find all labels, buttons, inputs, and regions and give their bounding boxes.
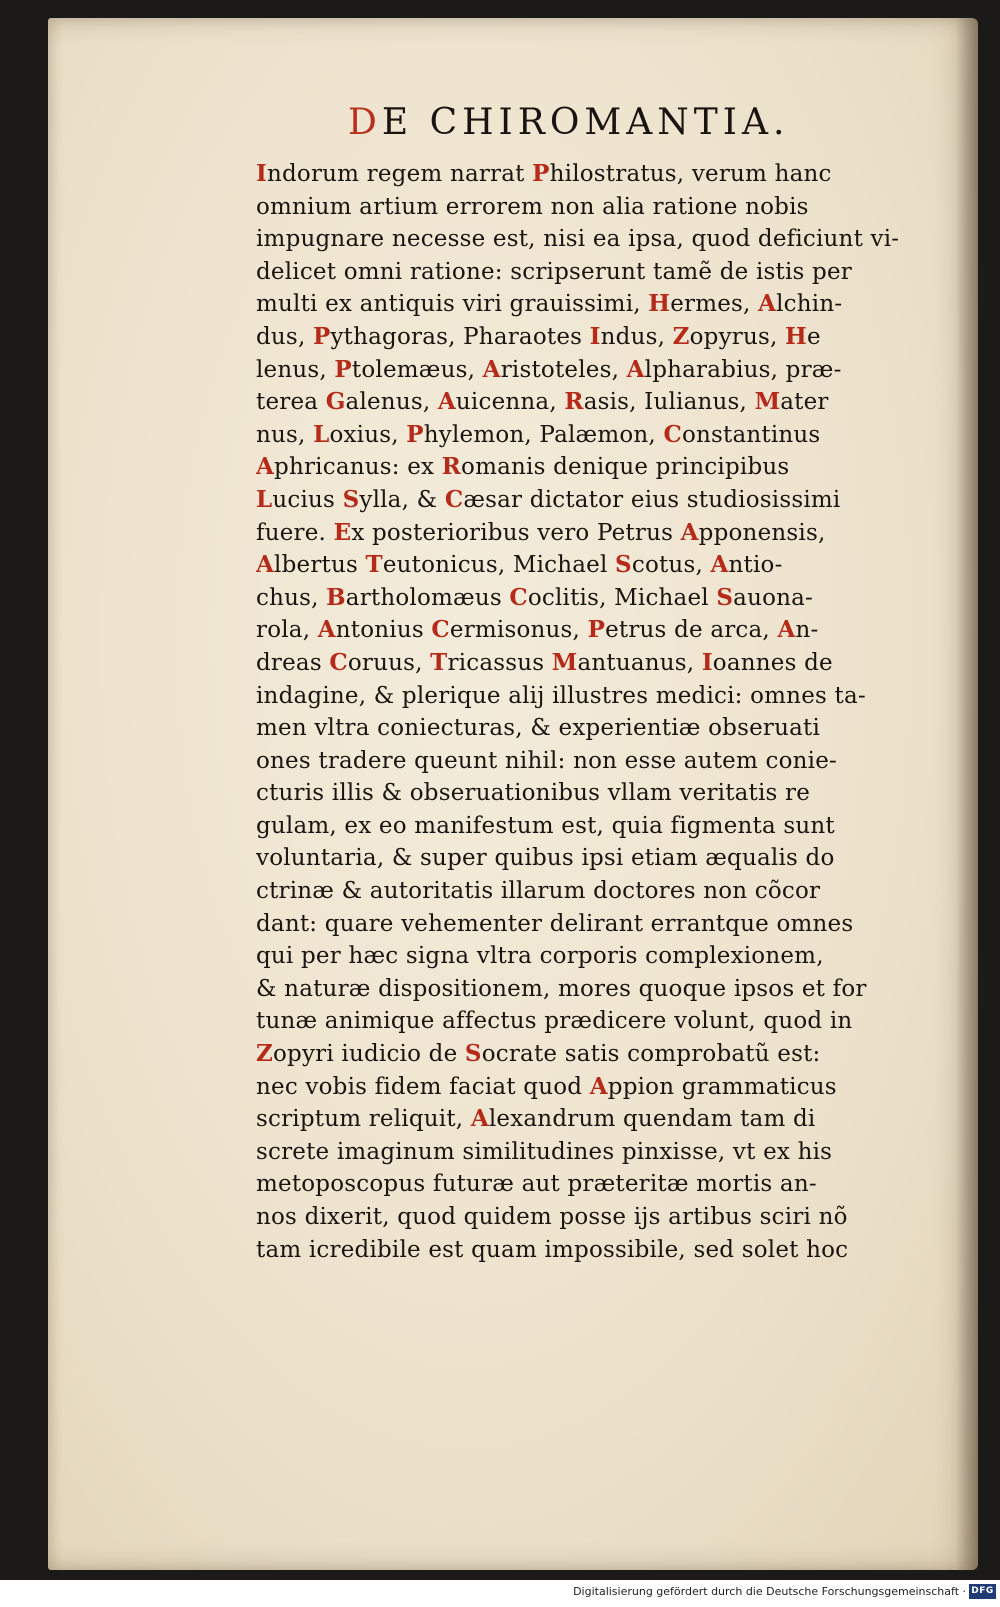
- text-segment: indagine, & plerique alij illustres medici: omnes ta-: [256, 682, 866, 709]
- text-line: [256, 875, 926, 908]
- rubricated-initial: A: [758, 290, 777, 318]
- text-line: [256, 582, 926, 615]
- text-line: [256, 908, 926, 941]
- text-segment: cturis illis & obseruationibus vllam veritatis re: [256, 780, 811, 807]
- text-line: [256, 321, 926, 354]
- text-segment: ricassus: [447, 649, 552, 676]
- rubricated-initial: R: [564, 388, 584, 416]
- text-segment: ocrate satis comprobatũ est:: [481, 1041, 821, 1068]
- text-segment: omanis denique principibus: [461, 454, 790, 481]
- text-segment: ctrinæ & autoritatis illarum doctores non cõcor: [256, 878, 821, 905]
- text-segment: ermes,: [670, 291, 759, 318]
- text-segment: eutonicus, Michael: [382, 552, 616, 579]
- text-line: [256, 517, 926, 550]
- text-segment: opyrus,: [689, 323, 786, 350]
- text-segment: antuanus,: [577, 649, 702, 676]
- footer-bar: [0, 1580, 1000, 1607]
- rubricated-initial: A: [256, 551, 275, 579]
- rubricated-initial: C: [431, 616, 450, 644]
- rubricated-initial: A: [589, 1072, 608, 1100]
- text-segment: rola,: [256, 617, 318, 644]
- text-segment: asis, Iulianus,: [583, 389, 755, 416]
- text-segment: tolemæus,: [351, 356, 483, 383]
- text-segment: lenus,: [256, 356, 335, 383]
- body-text: [256, 158, 926, 1266]
- text-segment: ndus,: [600, 323, 673, 350]
- text-segment: voluntaria, & super quibus ipsi etiam æqualis do: [256, 845, 835, 872]
- text-segment: cotus,: [631, 552, 711, 579]
- text-segment: qui per hæc signa vltra corporis complexionem,: [256, 943, 824, 970]
- text-segment: ntonius: [335, 617, 432, 644]
- rubricated-initial: A: [777, 616, 796, 644]
- text-segment: x posterioribus vero Petrus: [351, 519, 681, 546]
- rubricated-initial: C: [329, 648, 348, 676]
- dfg-logo-icon: DFG: [969, 1584, 996, 1599]
- text-segment: lpharabius, præ-: [644, 356, 842, 383]
- text-segment: uicenna,: [455, 389, 565, 416]
- rubricated-initial: I: [589, 322, 601, 350]
- text-line: [256, 1005, 926, 1038]
- text-line: [256, 451, 926, 484]
- rubricated-initial: G: [325, 388, 346, 416]
- text-segment: nec vobis fidem faciat quod: [256, 1073, 590, 1100]
- text-line: [256, 680, 926, 713]
- text-line: [256, 288, 926, 321]
- rubricated-initial: S: [716, 583, 734, 611]
- text-segment: fuere.: [256, 519, 334, 546]
- rubricated-initial: C: [509, 583, 528, 611]
- text-line: [256, 1038, 926, 1071]
- text-segment: omnium artium errorem non alia ratione nobis: [256, 193, 809, 220]
- text-segment: onstantinus: [681, 421, 821, 448]
- text-segment: lbertus: [274, 552, 366, 579]
- text-segment: oclitis, Michael: [527, 584, 717, 611]
- text-line: [256, 419, 926, 452]
- text-segment: metoposcopus futuræ aut præteritæ mortis an-: [256, 1171, 817, 1198]
- rubricated-initial: A: [482, 355, 501, 383]
- text-segment: ucius: [272, 486, 343, 513]
- text-segment: impugnare necesse est, nisi ea ipsa, quod deficiunt vi-: [256, 226, 900, 253]
- text-segment: n-: [795, 617, 819, 644]
- rubricated-initial: Z: [672, 322, 690, 350]
- text-line: [256, 614, 926, 647]
- text-line: [256, 354, 926, 387]
- text-segment: dant: quare vehementer delirant errantque omnes: [256, 910, 854, 937]
- text-segment: lexandrum quendam tam di: [488, 1106, 816, 1133]
- rubricated-initial: H: [785, 322, 807, 350]
- text-segment: tunæ animique affectus prædicere volunt, quod in: [256, 1008, 853, 1035]
- rubricated-initial: Z: [256, 1040, 273, 1068]
- rubricated-initial: R: [441, 453, 462, 481]
- text-segment: ppion grammaticus: [607, 1073, 837, 1100]
- rubricated-initial: P: [532, 160, 550, 187]
- text-segment: ristoteles,: [500, 356, 627, 383]
- rubricated-initial: S: [615, 551, 632, 579]
- rubricated-initial: C: [663, 420, 682, 448]
- rubricated-initial: I: [256, 160, 267, 187]
- rubricated-initial: P: [312, 322, 331, 350]
- rubricated-initial: P: [587, 616, 606, 644]
- text-line: [256, 973, 926, 1006]
- text-line: [256, 940, 926, 973]
- rubricated-initial: C: [444, 485, 464, 513]
- text-segment: ones tradere queunt nihil: non esse autem conie-: [256, 747, 837, 774]
- text-line: [256, 484, 926, 517]
- text-segment: oruus,: [347, 649, 431, 676]
- text-segment: oxius,: [329, 421, 407, 448]
- text-segment: hilostratus, verum hanc: [549, 161, 832, 187]
- text-line: [256, 1201, 926, 1234]
- running-head-text: E CHIROMANTIA.: [381, 102, 790, 143]
- running-head: [348, 102, 908, 143]
- text-segment: gulam, ex eo manifestum est, quia figmenta sunt: [256, 812, 835, 839]
- text-line: [256, 745, 926, 778]
- text-segment: ntio-: [728, 552, 783, 579]
- text-segment: oannes de: [712, 649, 833, 676]
- rubricated-initial: L: [313, 420, 330, 448]
- rubricated-initial: A: [317, 616, 336, 644]
- text-segment: multi ex antiquis viri grauissimi,: [256, 291, 649, 318]
- digitization-credit: Digitalisierung gefördert durch die Deutsche Forschungsgemeinschaft ·: [573, 1585, 966, 1598]
- rubricated-initial: S: [342, 485, 360, 513]
- text-segment: screte imaginum similitudines pinxisse, vt ex his: [256, 1138, 833, 1165]
- rubricated-initial: T: [365, 551, 383, 579]
- text-line: [256, 549, 926, 582]
- text-line: [256, 386, 926, 419]
- text-segment: auona-: [733, 584, 814, 611]
- rubricated-initial: M: [754, 388, 781, 416]
- text-segment: ythagoras, Pharaotes: [330, 323, 590, 350]
- text-segment: pponensis,: [698, 519, 826, 546]
- text-line: [256, 712, 926, 745]
- rubricated-initial: I: [701, 648, 713, 676]
- rubricated-initial: E: [333, 518, 352, 546]
- text-line: [256, 842, 926, 875]
- text-line: [256, 777, 926, 810]
- text-segment: scriptum reliquit,: [256, 1106, 471, 1133]
- text-segment: terea: [256, 389, 326, 416]
- rubricated-initial: M: [551, 648, 578, 676]
- text-segment: ater: [780, 389, 829, 416]
- rubricated-initial: A: [437, 388, 456, 416]
- page-gutter-shadow: [956, 18, 978, 1570]
- text-line: [256, 191, 926, 224]
- text-segment: nus,: [256, 421, 314, 448]
- text-line: [256, 1103, 926, 1136]
- text-line: [256, 810, 926, 843]
- text-segment: æsar dictator eius studiosissimi: [463, 486, 841, 513]
- text-segment: ndorum regem narrat: [266, 161, 533, 187]
- text-segment: tam icredibile est quam impossibile, sed solet hoc: [256, 1236, 849, 1263]
- text-line: [256, 1234, 926, 1267]
- rubricated-initial: S: [464, 1040, 482, 1068]
- text-segment: & naturæ dispositionem, mores quoque ipsos et for: [256, 975, 867, 1002]
- rubricated-initial: A: [470, 1105, 489, 1133]
- text-line: [256, 1168, 926, 1201]
- text-segment: chus,: [256, 584, 327, 611]
- text-line: [256, 223, 926, 256]
- running-head-initial: D: [348, 102, 382, 143]
- text-line: [256, 158, 926, 191]
- text-line: [256, 1071, 926, 1104]
- rubricated-initial: A: [680, 518, 699, 546]
- rubricated-initial: T: [430, 648, 448, 676]
- text-line: [256, 1136, 926, 1169]
- text-segment: opyri iudicio de: [273, 1041, 465, 1068]
- rubricated-initial: P: [334, 355, 352, 383]
- rubricated-initial: P: [406, 420, 424, 448]
- text-segment: ermisonus,: [449, 617, 588, 644]
- text-line: [256, 647, 926, 680]
- text-segment: artholomæus: [345, 584, 510, 611]
- text-segment: delicet omni ratione: scripserunt tamẽ de istis per: [256, 258, 852, 285]
- rubricated-initial: A: [710, 551, 729, 579]
- text-segment: hylemon, Palæmon,: [423, 421, 664, 448]
- text-segment: lchin-: [776, 291, 843, 318]
- text-segment: men vltra coniecturas, & experientiæ obseruati: [256, 715, 821, 742]
- text-segment: alenus,: [345, 389, 438, 416]
- rubricated-initial: H: [648, 290, 671, 318]
- rubricated-initial: A: [626, 355, 645, 383]
- rubricated-initial: A: [256, 453, 275, 481]
- text-segment: ylla, &: [359, 486, 445, 513]
- text-segment: dus,: [256, 323, 313, 350]
- text-segment: nos dixerit, quod quidem posse ijs artibus sciri nõ: [256, 1204, 848, 1230]
- text-segment: etrus de arca,: [605, 617, 778, 644]
- text-segment: phricanus: ex: [274, 454, 442, 481]
- text-segment: dreas: [256, 649, 330, 676]
- text-segment: e: [806, 323, 821, 350]
- rubricated-initial: L: [256, 485, 273, 513]
- book-page: [48, 18, 978, 1570]
- rubricated-initial: B: [326, 583, 346, 611]
- text-line: [256, 256, 926, 289]
